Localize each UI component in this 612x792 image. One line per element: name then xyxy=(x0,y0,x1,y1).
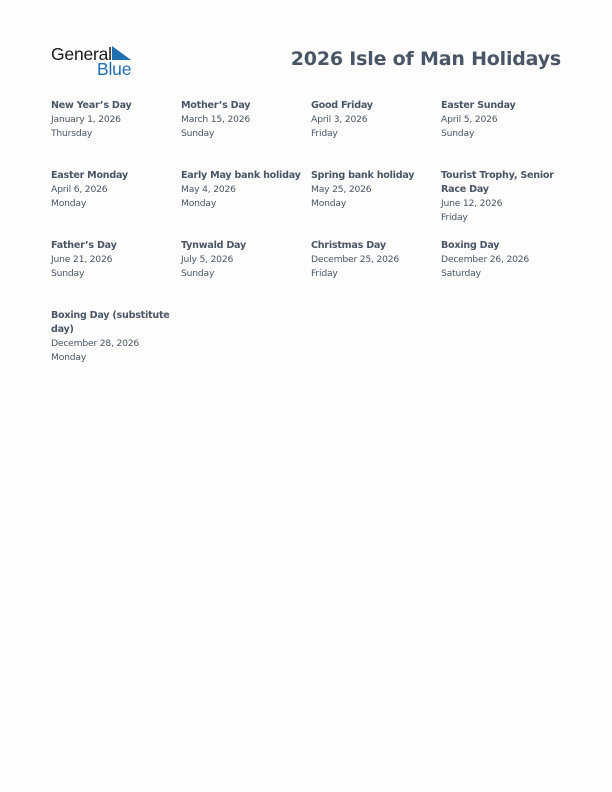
generalblue-logo xyxy=(51,44,141,78)
holiday-weekday: Thursday xyxy=(51,128,93,139)
holiday-name: Boxing Day (substitute day) xyxy=(51,310,170,335)
holiday-name: Tourist Trophy, Senior Race Day xyxy=(441,170,554,195)
holiday-weekday: Sunday xyxy=(441,128,475,139)
holiday-item xyxy=(311,97,441,167)
holiday-weekday: Monday xyxy=(51,198,87,209)
holiday-name: New Year’s Day xyxy=(51,100,132,111)
holiday-item xyxy=(51,307,181,377)
holiday-weekday: Sunday xyxy=(181,268,215,279)
holiday-name: Good Friday xyxy=(311,100,373,111)
holiday-item xyxy=(181,237,311,307)
holiday-name: Boxing Day xyxy=(441,240,500,251)
holiday-weekday: Monday xyxy=(181,198,217,209)
holiday-grid xyxy=(51,97,571,377)
holiday-name: Easter Monday xyxy=(51,170,128,181)
holiday-name: Mother’s Day xyxy=(181,100,251,111)
holiday-name: Spring bank holiday xyxy=(311,170,415,181)
holiday-weekday: Monday xyxy=(311,198,347,209)
holiday-item xyxy=(311,237,441,307)
holiday-item xyxy=(181,167,311,237)
logo-word-general: General xyxy=(51,44,112,64)
holiday-name: Christmas Day xyxy=(311,240,386,251)
page-title: 2026 Isle of Man Holidays xyxy=(290,48,561,70)
holiday-item xyxy=(181,97,311,167)
holiday-item xyxy=(441,167,571,237)
holiday-date: May 4, 2026 xyxy=(181,184,236,195)
holiday-name: Father’s Day xyxy=(51,240,117,251)
holiday-item xyxy=(51,167,181,237)
logo-word-blue: Blue xyxy=(97,59,132,79)
holiday-date: April 6, 2026 xyxy=(51,184,108,195)
holiday-weekday: Friday xyxy=(311,128,338,139)
holiday-item xyxy=(441,237,571,307)
holiday-weekday: Sunday xyxy=(51,268,85,279)
holiday-item xyxy=(441,97,571,167)
holiday-date: January 1, 2026 xyxy=(51,114,121,125)
holiday-weekday: Sunday xyxy=(181,128,215,139)
holiday-weekday: Friday xyxy=(441,212,468,223)
holiday-date: December 28, 2026 xyxy=(51,338,140,349)
holiday-weekday: Saturday xyxy=(441,268,481,279)
holiday-date: June 12, 2026 xyxy=(441,198,503,209)
holiday-date: December 26, 2026 xyxy=(441,254,530,265)
holiday-name: Easter Sunday xyxy=(441,100,516,111)
holiday-name: Tynwald Day xyxy=(181,240,246,251)
logo-triangle-icon xyxy=(112,46,131,60)
holiday-date: April 3, 2026 xyxy=(311,114,368,125)
holiday-weekday: Friday xyxy=(311,268,338,279)
holiday-date: March 15, 2026 xyxy=(181,114,251,125)
holiday-weekday: Monday xyxy=(51,352,87,363)
holiday-item xyxy=(311,167,441,237)
holiday-date: December 25, 2026 xyxy=(311,254,400,265)
holiday-name: Early May bank holiday xyxy=(181,170,301,181)
holiday-date: June 21, 2026 xyxy=(51,254,113,265)
holiday-item xyxy=(51,97,181,167)
holiday-item xyxy=(51,237,181,307)
holiday-date: April 5, 2026 xyxy=(441,114,498,125)
holiday-date: July 5, 2026 xyxy=(181,254,234,265)
holiday-date: May 25, 2026 xyxy=(311,184,372,195)
